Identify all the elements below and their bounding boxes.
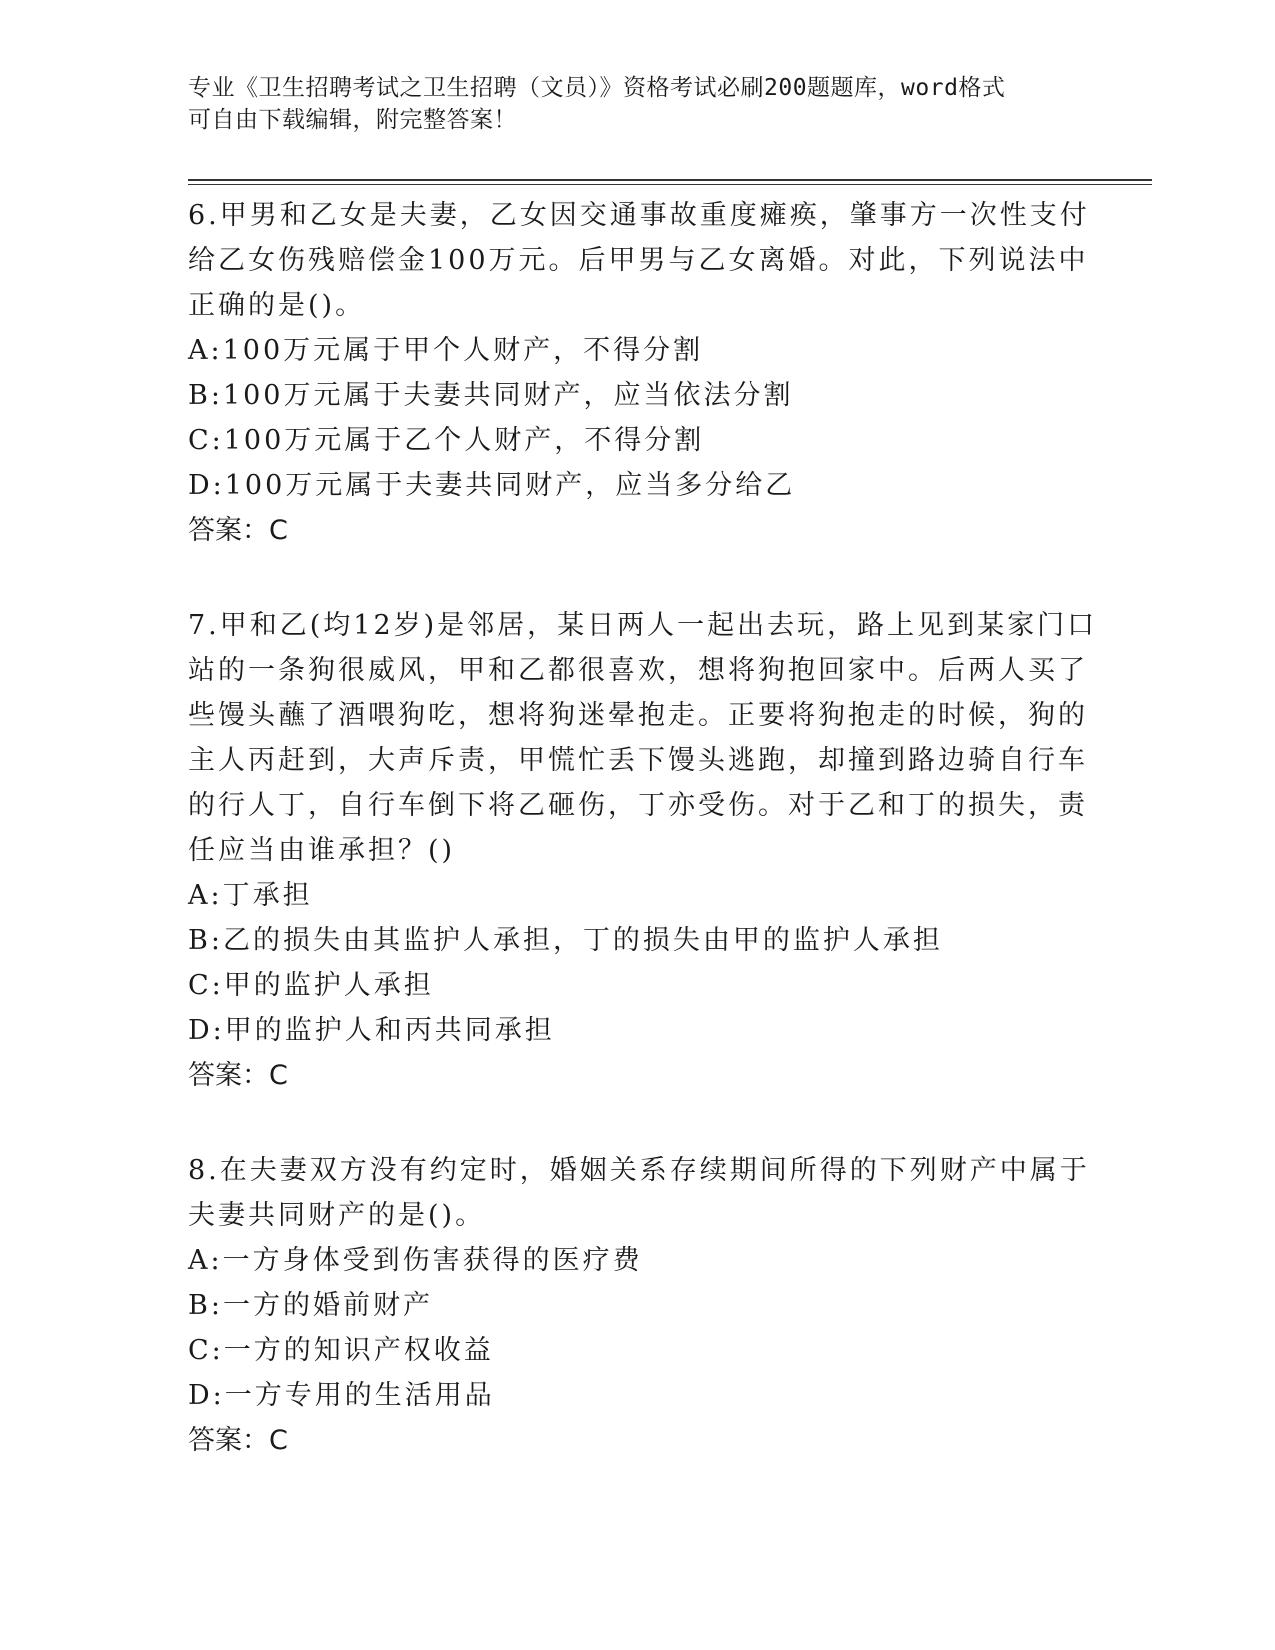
option-d: D:一方专用的生活用品 [188, 1380, 495, 1411]
question-stem-line: 8.在夫妻双方没有约定时，婚姻关系存续期间所得的下列财产中属于 [188, 1155, 1090, 1186]
option-c: C:一方的知识产权收益 [188, 1335, 494, 1366]
document-header [188, 72, 1088, 136]
option-a: A:一方身体受到伤害获得的医疗费 [188, 1245, 643, 1276]
header-divider-thick [188, 179, 1152, 181]
option-a: A:100万元属于甲个人财产，不得分割 [188, 335, 704, 366]
question-stem-line: 给乙女伤残赔偿金100万元。后甲男与乙女离婚。对此，下列说法中 [188, 245, 1089, 276]
question-stem-line: 站的一条狗很威风，甲和乙都很喜欢，想将狗抱回家中。后两人买了 [188, 655, 1088, 686]
option-d: D:100万元属于夫妻共同财产，应当多分给乙 [188, 470, 796, 501]
question-stem-line: 的行人丁，自行车倒下将乙砸伤，丁亦受伤。对于乙和丁的损失，责 [188, 790, 1088, 821]
header-divider-thin [188, 184, 1152, 185]
header-line-2: 可自由下载编辑，附完整答案！ [188, 107, 517, 133]
header-line-1: 专业《卫生招聘考试之卫生招聘（文员）》资格考试必刷200题题库，word格式 [188, 75, 1006, 101]
question-stem-line: 6.甲男和乙女是夫妻，乙女因交通事故重度瘫痪，肇事方一次性支付 [188, 200, 1090, 231]
question-stem-line: 任应当由谁承担？() [188, 835, 456, 866]
question-stem-line: 些馒头蘸了酒喂狗吃，想将狗迷晕抱走。正要将狗抱走的时候，狗的 [188, 700, 1088, 731]
answer-label: 答案：C [188, 1060, 288, 1091]
question-stem [188, 1148, 1088, 1238]
answer-label: 答案：C [188, 515, 288, 546]
question-list [188, 193, 1098, 1513]
question-stem-line: 正确的是()。 [188, 290, 366, 321]
option-c: C:甲的监护人承担 [188, 970, 434, 1001]
question-stem-line: 主人丙赶到，大声斥责，甲慌忙丢下馒头逃跑，却撞到路边骑自行车 [188, 745, 1088, 776]
option-d: D:甲的监护人和丙共同承担 [188, 1015, 555, 1046]
option-b: B:100万元属于夫妻共同财产，应当依法分割 [188, 380, 794, 411]
answer-label: 答案：C [188, 1425, 288, 1456]
option-c: C:100万元属于乙个人财产，不得分割 [188, 425, 705, 456]
question-stem-line: 7.甲和乙(均12岁)是邻居，某日两人一起出去玩，路上见到某家门口 [188, 610, 1098, 641]
option-b: B:乙的损失由其监护人承担，丁的损失由甲的监护人承担 [188, 925, 943, 956]
question-stem-line: 夫妻共同财产的是()。 [188, 1200, 486, 1231]
option-b: B:一方的婚前财产 [188, 1290, 433, 1321]
question-stem [188, 603, 1098, 873]
question-6 [188, 193, 1088, 553]
question-stem [188, 193, 1088, 328]
question-7 [188, 603, 1098, 1098]
question-8 [188, 1148, 1088, 1463]
option-a: A:丁承担 [188, 880, 313, 911]
